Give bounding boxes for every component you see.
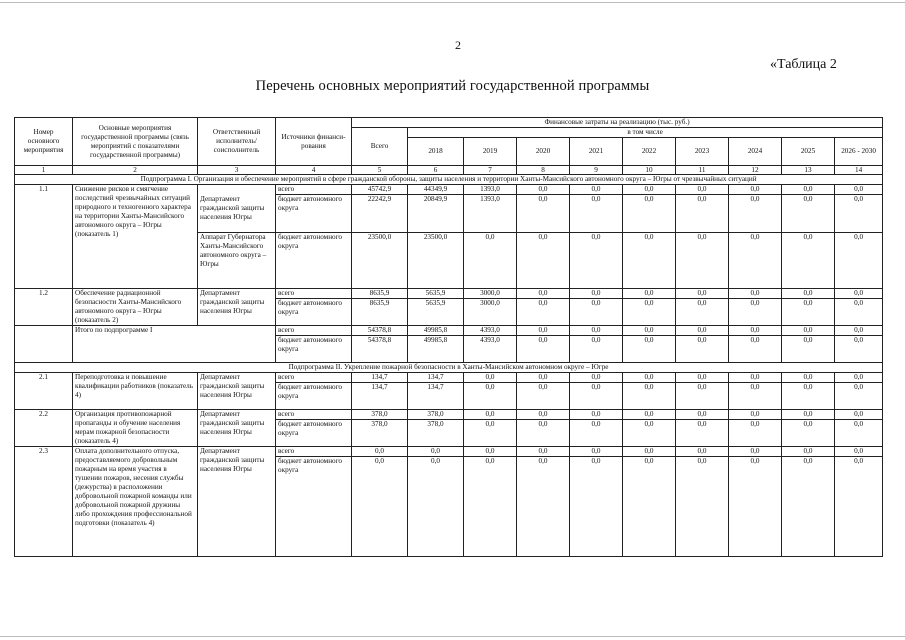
value-cell: 0,0 — [729, 383, 782, 410]
funding-source: бюджет автономного округа — [276, 457, 352, 557]
value-cell: 0,0 — [570, 383, 623, 410]
value-cell: 0,0 — [676, 289, 729, 299]
value-cell: 0,0 — [623, 299, 676, 326]
value-cell: 0,0 — [517, 195, 570, 233]
table-row — [15, 326, 883, 336]
activity-name: Переподготовка и повышение квалификации работников (показатель 4) — [73, 373, 198, 410]
value-cell: 378,0 — [408, 420, 464, 447]
value-cell: 134,7 — [352, 383, 408, 410]
value-cell: 0,0 — [623, 195, 676, 233]
header-year: 2019 — [464, 138, 517, 166]
value-cell: 0,0 — [464, 373, 517, 383]
activity-number: 1.1 — [15, 185, 73, 289]
activity-name: Оплата дополнительного отпуска, предоставляемого добровольным пожарным на время участия в тушении пожаров, несения службы (дежурства) в расположении добровольной пожарной команды или добровольной пожарной дружины либо прохождения профессиональной подготовки (показатель 4) — [73, 447, 198, 557]
value-cell: 0,0 — [729, 195, 782, 233]
document-title: Перечень основных мероприятий государственной программы — [255, 78, 650, 94]
value-cell: 0,0 — [782, 185, 835, 195]
value-cell: 0,0 — [570, 447, 623, 457]
value-cell: 0,0 — [408, 457, 464, 557]
value-cell: 0,0 — [729, 420, 782, 447]
value-cell: 0,0 — [676, 457, 729, 557]
header-including: в том числе — [408, 128, 883, 138]
value-cell: 0,0 — [782, 420, 835, 447]
value-cell: 0,0 — [676, 447, 729, 457]
value-cell: 0,0 — [464, 233, 517, 289]
value-cell: 0,0 — [517, 457, 570, 557]
value-cell: 0,0 — [517, 336, 570, 363]
value-cell: 0,0 — [570, 420, 623, 447]
value-cell: 4393,0 — [464, 326, 517, 336]
column-number: 1 — [15, 166, 73, 175]
column-number: 11 — [676, 166, 729, 175]
column-number: 4 — [276, 166, 352, 175]
value-cell: 0,0 — [623, 457, 676, 557]
value-cell: 0,0 — [835, 447, 883, 457]
value-cell: 0,0 — [835, 299, 883, 326]
empty-cell — [198, 185, 276, 195]
value-cell: 5635,9 — [408, 299, 464, 326]
column-number: 8 — [517, 166, 570, 175]
value-cell: 0,0 — [570, 299, 623, 326]
scan-edge-bottom — [0, 636, 905, 637]
activity-number: 1.2 — [15, 289, 73, 326]
funding-source: всего — [276, 185, 352, 195]
table-label: «Таблица 2 — [770, 57, 837, 72]
value-cell: 8635,9 — [352, 299, 408, 326]
value-cell: 0,0 — [782, 233, 835, 289]
value-cell: 0,0 — [676, 326, 729, 336]
funding-source: бюджет автономного округа — [276, 233, 352, 289]
activity-number: 2.3 — [15, 447, 73, 557]
value-cell: 0,0 — [676, 233, 729, 289]
value-cell: 0,0 — [782, 336, 835, 363]
value-cell: 0,0 — [676, 336, 729, 363]
value-cell: 0,0 — [570, 326, 623, 336]
value-cell: 0,0 — [835, 336, 883, 363]
value-cell: 0,0 — [517, 326, 570, 336]
value-cell: 378,0 — [352, 410, 408, 420]
value-cell: 0,0 — [570, 373, 623, 383]
value-cell: 0,0 — [570, 289, 623, 299]
activity-name: Организация противопожарной пропаганды и обучение населения мерам пожарной безопасности (показатель 4) — [73, 410, 198, 447]
value-cell: 0,0 — [729, 373, 782, 383]
header-year: 2021 — [570, 138, 623, 166]
header-year: 2022 — [623, 138, 676, 166]
value-cell: 0,0 — [729, 299, 782, 326]
responsible-executor: Департамент гражданской защиты населения Югры — [198, 289, 276, 326]
value-cell: 0,0 — [729, 185, 782, 195]
value-cell: 0,0 — [517, 185, 570, 195]
table-row — [15, 373, 883, 383]
value-cell: 5635,9 — [408, 289, 464, 299]
value-cell: 0,0 — [729, 447, 782, 457]
value-cell: 0,0 — [782, 383, 835, 410]
value-cell: 0,0 — [782, 373, 835, 383]
responsible-executor: Департамент гражданской защиты населения Югры — [198, 373, 276, 410]
value-cell: 0,0 — [570, 457, 623, 557]
value-cell: 0,0 — [623, 185, 676, 195]
subprogram-1-title: Подпрограмма I. Организация и обеспечение мероприятий в сфере гражданской обороны, защиты населения и территории Ханты-Мансийского автономного округа – Югры от чрезвычайных ситуаций — [15, 175, 883, 185]
value-cell: 0,0 — [623, 373, 676, 383]
value-cell: 0,0 — [517, 447, 570, 457]
empty-cell — [15, 326, 73, 363]
value-cell: 0,0 — [782, 195, 835, 233]
funding-source: бюджет автономного округа — [276, 420, 352, 447]
value-cell: 0,0 — [835, 457, 883, 557]
value-cell: 378,0 — [408, 410, 464, 420]
column-number: 2 — [73, 166, 198, 175]
value-cell: 3000,0 — [464, 299, 517, 326]
value-cell: 8635,9 — [352, 289, 408, 299]
funding-source: бюджет автономного округа — [276, 336, 352, 363]
subprogram-2-title: Подпрограмма II. Укрепление пожарной безопасности в Ханты-Мансийском автономном округе – Югре — [15, 363, 883, 373]
column-number: 12 — [729, 166, 782, 175]
value-cell: 54378,8 — [352, 326, 408, 336]
value-cell: 0,0 — [729, 233, 782, 289]
value-cell: 0,0 — [782, 289, 835, 299]
responsible-executor: Аппарат Губернатора Ханты-Мансийского автономного округа – Югры — [198, 233, 276, 289]
value-cell: 0,0 — [623, 447, 676, 457]
value-cell: 1393,0 — [464, 185, 517, 195]
header-year: 2024 — [729, 138, 782, 166]
value-cell: 134,7 — [408, 373, 464, 383]
value-cell: 0,0 — [676, 373, 729, 383]
value-cell: 0,0 — [570, 195, 623, 233]
funding-source: всего — [276, 447, 352, 457]
value-cell: 0,0 — [570, 336, 623, 363]
value-cell: 0,0 — [782, 447, 835, 457]
column-number: 10 — [623, 166, 676, 175]
value-cell: 0,0 — [835, 373, 883, 383]
funding-source: всего — [276, 289, 352, 299]
value-cell: 44349,9 — [408, 185, 464, 195]
value-cell: 49985,8 — [408, 326, 464, 336]
value-cell: 0,0 — [835, 420, 883, 447]
value-cell: 134,7 — [352, 373, 408, 383]
value-cell: 0,0 — [835, 233, 883, 289]
value-cell: 0,0 — [835, 195, 883, 233]
value-cell: 0,0 — [517, 383, 570, 410]
value-cell: 0,0 — [352, 457, 408, 557]
value-cell: 0,0 — [729, 336, 782, 363]
header-year: 2026 - 2030 — [835, 138, 883, 166]
header-financing: Финансовые затраты на реализацию (тыс. руб.) — [352, 118, 883, 128]
value-cell: 54378,8 — [352, 336, 408, 363]
value-cell: 0,0 — [517, 289, 570, 299]
value-cell: 0,0 — [408, 447, 464, 457]
funding-source: бюджет автономного округа — [276, 383, 352, 410]
value-cell: 0,0 — [570, 185, 623, 195]
program-activities-table — [14, 117, 883, 557]
value-cell: 0,0 — [729, 289, 782, 299]
value-cell: 0,0 — [835, 185, 883, 195]
value-cell: 20849,9 — [408, 195, 464, 233]
activity-name: Обеспечение радиационной безопасности Ханты-Мансийского автономного округа – Югры (показатель 2) — [73, 289, 198, 326]
value-cell: 0,0 — [464, 383, 517, 410]
table-row — [15, 289, 883, 299]
responsible-executor: Департамент гражданской защиты населения Югры — [198, 447, 276, 557]
value-cell: 0,0 — [623, 383, 676, 410]
value-cell: 0,0 — [676, 185, 729, 195]
header-year: 2020 — [517, 138, 570, 166]
column-number: 13 — [782, 166, 835, 175]
value-cell: 0,0 — [676, 410, 729, 420]
header-year: 2018 — [408, 138, 464, 166]
value-cell: 0,0 — [570, 233, 623, 289]
value-cell: 45742,9 — [352, 185, 408, 195]
value-cell: 3000,0 — [464, 289, 517, 299]
table-row — [15, 185, 883, 195]
value-cell: 0,0 — [835, 289, 883, 299]
value-cell: 22242,9 — [352, 195, 408, 233]
value-cell: 0,0 — [835, 326, 883, 336]
value-cell: 0,0 — [676, 420, 729, 447]
value-cell: 49985,8 — [408, 336, 464, 363]
value-cell: 0,0 — [782, 410, 835, 420]
header-total: Всего — [352, 128, 408, 166]
value-cell: 134,7 — [408, 383, 464, 410]
funding-source: бюджет автономного округа — [276, 195, 352, 233]
header-responsible: Ответственный исполнитель/ соисполнитель — [198, 118, 276, 166]
table-row — [15, 410, 883, 420]
header-year: 2025 — [782, 138, 835, 166]
column-number: 3 — [198, 166, 276, 175]
value-cell: 0,0 — [729, 410, 782, 420]
value-cell: 0,0 — [729, 457, 782, 557]
value-cell: 0,0 — [835, 383, 883, 410]
subtotal-label: Итого по подпрограмме I — [73, 326, 276, 363]
activity-name: Снижение рисков и смягчение последствий чрезвычайных ситуаций природного и техногенного характера на территории Ханты-Мансийского автономного округа – Югры (показатель 1) — [73, 185, 198, 289]
funding-source: бюджет автономного округа — [276, 299, 352, 326]
value-cell: 0,0 — [729, 326, 782, 336]
header-activities: Основные мероприятия государственной программы (связь мероприятий с показателями государственной программы) — [73, 118, 198, 166]
value-cell: 0,0 — [517, 420, 570, 447]
funding-source: всего — [276, 410, 352, 420]
value-cell: 0,0 — [464, 447, 517, 457]
header-year: 2023 — [676, 138, 729, 166]
column-number: 7 — [464, 166, 517, 175]
value-cell: 0,0 — [517, 410, 570, 420]
value-cell: 0,0 — [464, 410, 517, 420]
value-cell: 0,0 — [464, 457, 517, 557]
page-number: 2 — [455, 38, 461, 52]
value-cell: 0,0 — [464, 420, 517, 447]
value-cell: 0,0 — [517, 233, 570, 289]
header-sources: Источники финанси-рования — [276, 118, 352, 166]
value-cell: 0,0 — [570, 410, 623, 420]
value-cell: 0,0 — [623, 326, 676, 336]
value-cell: 0,0 — [835, 410, 883, 420]
column-number: 9 — [570, 166, 623, 175]
header-number: Номер основного мероприятия — [15, 118, 73, 166]
value-cell: 23500,0 — [408, 233, 464, 289]
responsible-executor: Департамент гражданской защиты населения Югры — [198, 410, 276, 447]
value-cell: 0,0 — [352, 447, 408, 457]
value-cell: 4393,0 — [464, 336, 517, 363]
responsible-executor: Департамент гражданской защиты населения Югры — [198, 195, 276, 233]
value-cell: 0,0 — [676, 195, 729, 233]
column-number: 6 — [408, 166, 464, 175]
column-number: 14 — [835, 166, 883, 175]
value-cell: 0,0 — [782, 326, 835, 336]
value-cell: 0,0 — [623, 289, 676, 299]
value-cell: 378,0 — [352, 420, 408, 447]
value-cell: 0,0 — [517, 299, 570, 326]
value-cell: 0,0 — [623, 420, 676, 447]
activity-number: 2.2 — [15, 410, 73, 447]
value-cell: 0,0 — [676, 383, 729, 410]
value-cell: 23500,0 — [352, 233, 408, 289]
scan-edge-top — [0, 2, 905, 3]
value-cell: 0,0 — [623, 410, 676, 420]
value-cell: 0,0 — [623, 233, 676, 289]
table-row — [15, 447, 883, 457]
value-cell: 0,0 — [782, 299, 835, 326]
activity-number: 2.1 — [15, 373, 73, 410]
value-cell: 0,0 — [623, 336, 676, 363]
funding-source: всего — [276, 373, 352, 383]
value-cell: 0,0 — [782, 457, 835, 557]
value-cell: 1393,0 — [464, 195, 517, 233]
value-cell: 0,0 — [676, 299, 729, 326]
column-number: 5 — [352, 166, 408, 175]
value-cell: 0,0 — [517, 373, 570, 383]
funding-source: всего — [276, 326, 352, 336]
